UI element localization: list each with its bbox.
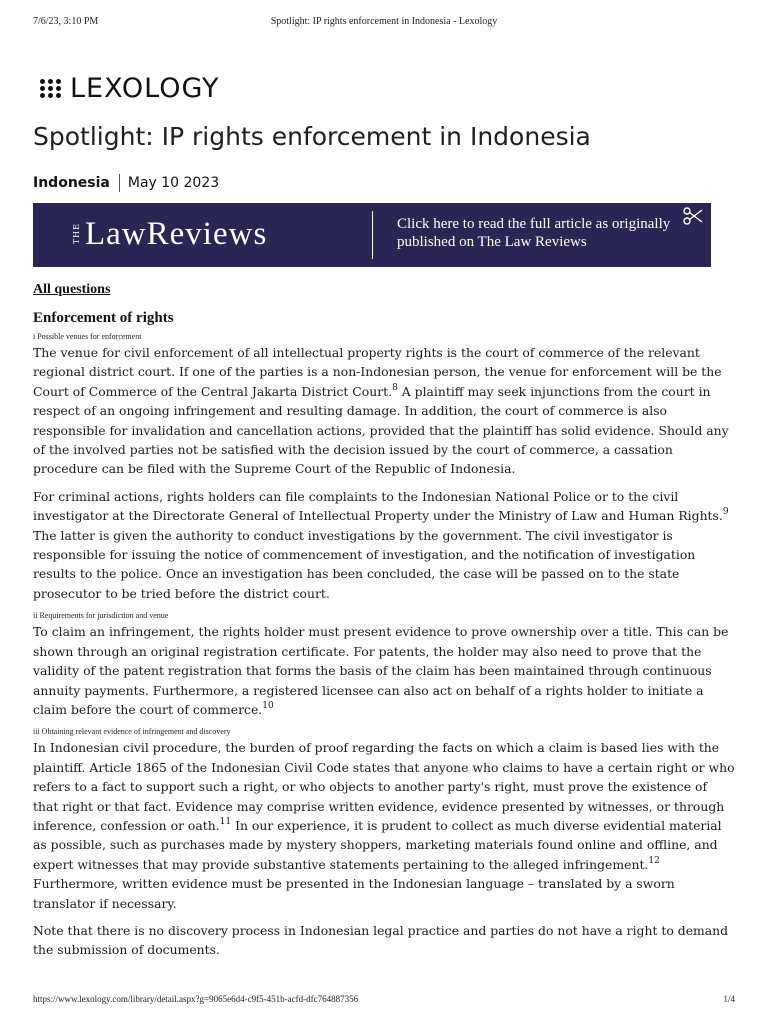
banner-cta bbox=[397, 215, 697, 251]
banner-brand-name: LawReviews bbox=[85, 216, 268, 252]
paragraph: For criminal actions, rights holders can file complaints to the Indonesian National Police or to the civil investigator at the Directorate General of Intellectual Property under the Ministry of Law and Human Rights.$^9$ The latter is given the authority to conduct investigations by the government. The civil investigator is responsible for issuing the notice of commencement of investigation, and the notification of investigation results to the police. Once an investigation has been concluded, the case will be passed on to the state prosecutor to be tried before the district court. bbox=[33, 488, 729, 601]
print-datetime: 7/6/23, 3:10 PM bbox=[33, 16, 99, 27]
all-questions-link[interactable]: All questions bbox=[33, 282, 111, 297]
paragraph: The venue for civil enforcement of all intellectual property rights is the court of commerce of the relevant regional district court. If one of the parties is a non-Indonesian person, the venue for enforcement will be the Court of Commerce of the Central Jakarta District Court.$^8$ A plaintiff may seek injunctions from the court in respect of an ongoing infringement and resulting damage. In addition, the court of commerce is also responsible for invalidation and cancellation actions, provided that the plaintiff has solid evidence. Should any of the involved parties not be satisfied with the decision issued by the court of commerce, a cassation procedure can be filed with the Supreme Court of the Republic of Indonesia. bbox=[33, 345, 729, 477]
scissors-icon bbox=[683, 206, 703, 226]
subsection-heading: iii Obtaining relevant evidence of infringement and discovery bbox=[33, 727, 231, 737]
law-reviews-banner[interactable] bbox=[33, 203, 711, 267]
article-meta bbox=[33, 174, 219, 192]
section-heading: Enforcement of rights bbox=[33, 310, 174, 326]
logo-text: LEXOLOGY bbox=[70, 72, 220, 104]
banner-the-text: THE bbox=[72, 223, 81, 245]
banner-cta-line1: Click here to read the full article as originally bbox=[397, 216, 671, 232]
jurisdiction-link[interactable]: Indonesia bbox=[33, 175, 110, 191]
footnote-ref[interactable]: 12 bbox=[648, 855, 660, 866]
article-body bbox=[33, 282, 735, 968]
meta-divider bbox=[119, 174, 120, 192]
paragraph: To claim an infringement, the rights holder must present evidence to prove ownership over a title. This can be shown through an original registration certificate. For patents, the holder may also need to prove that the validity of the patent registration that forms the basis of the claim has been maintained through continuous annuity payments. Furthermore, a registered licensee can also act on behalf of a rights holder to initiate a claim before the court of commerce.$^{10}$ bbox=[33, 624, 729, 717]
footnote-ref[interactable]: 9 bbox=[722, 507, 729, 518]
subsection-heading: ii Requirements for jurisdiction and venue bbox=[33, 611, 169, 621]
article-date: May 10 2023 bbox=[127, 175, 220, 191]
grid-dots-icon bbox=[40, 76, 64, 100]
lexology-logo[interactable] bbox=[40, 72, 220, 104]
paragraph: Note that there is no discovery process in Indonesian legal practice and parties do not have a right to demand the submission of documents. bbox=[33, 922, 729, 958]
print-page-title: Spotlight: IP rights enforcement in Indonesia - Lexology bbox=[270, 16, 498, 27]
subsection-heading: i Possible venues for enforcement bbox=[33, 332, 142, 341]
banner-cta-line2: published on The Law Reviews bbox=[397, 234, 587, 250]
paragraph: In Indonesian civil procedure, the burden of proof regarding the facts on which a claim is based lies with the plaintiff. Article 1865 of the Indonesian Civil Code states that anyone who claims to have a certain right or who refers to a fact to support such a right, or who objects to another party's right, must prove the existence of that right or that fact. Evidence may comprise written evidence, evidence presented by witnesses, or through inference, confession or oath.$^{11}$ In our experience, it is prudent to collect as much diverse evidential material as possible, such as purchases made by mystery shoppers, marketing materials found online and offline, and expert witnesses that may provide substantive statements pertaining to the alleged infringement.$^{12}$ Furthermore, written evidence must be presented in the Indonesian language – translated by a sworn translator if necessary. bbox=[33, 740, 735, 911]
footnote-ref[interactable]: 8 bbox=[392, 382, 398, 393]
print-page-number: 1/4 bbox=[723, 994, 735, 1004]
print-url: https://www.lexology.com/library/detail.aspx?g=9065e6d4-c9f5-451b-acfd-dfc764887356 bbox=[33, 994, 359, 1004]
footnote-ref[interactable]: 10 bbox=[262, 700, 274, 711]
article-title: Spotlight: IP rights enforcement in Indonesia bbox=[33, 122, 591, 151]
footnote-ref[interactable]: 11 bbox=[219, 816, 232, 827]
banner-divider bbox=[372, 211, 373, 259]
